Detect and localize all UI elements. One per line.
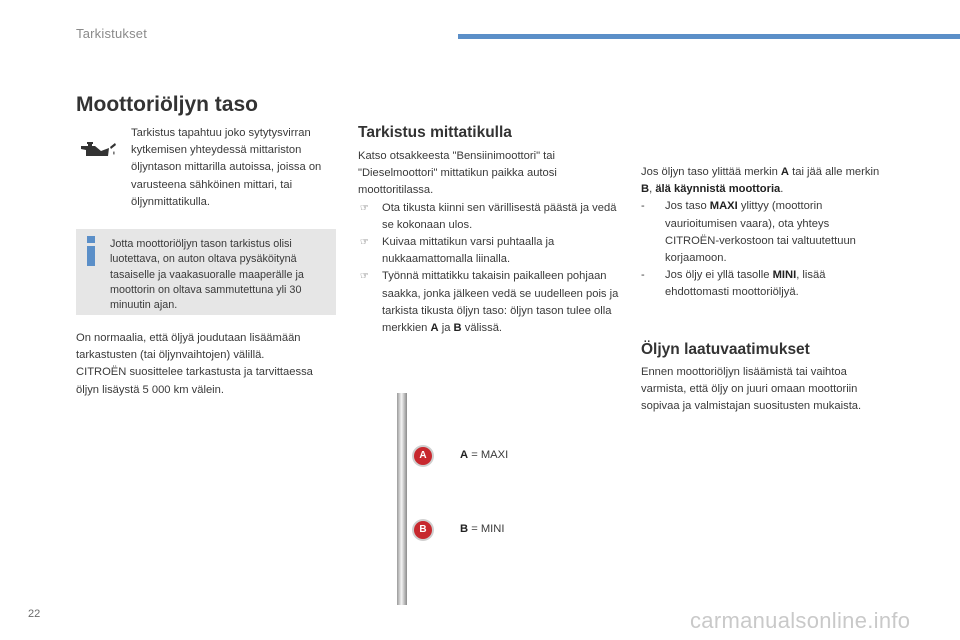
mark-a-legend: A = MAXI — [460, 449, 509, 461]
oil-level-action: - Jos taso MAXI ylittyy (moottorin vaurioitumisen vaara), ota yhteys CITROËN-verkostoon tai valtuutettuun korjaamoon. — [641, 200, 856, 265]
dipstick-intro: Katso otsakkeesta "Bensiinimoottori" tai "Dieselmoottori" mittatikun paikka autosi moottoritilassa. — [358, 150, 557, 197]
pointing-hand-icon: ☞ — [360, 237, 369, 249]
page-title: Moottoriöljyn taso — [76, 93, 258, 116]
pointing-hand-icon: ☞ — [360, 271, 369, 283]
mark-a-badge: A — [414, 447, 432, 465]
dipstick-illustration — [395, 393, 409, 605]
dipstick-steps — [358, 200, 620, 338]
info-box-text: Jotta moottoriöljyn tason tarkistus olisi luotettava, on auton oltava pysäköitynä tasaiselle ja vaakasuoralle maaperälle ja moottorin on oltava sammutettuna yli 30 minuutin ajan. — [110, 238, 304, 312]
warning-light-text: Tarkistus tapahtuu joko sytytysvirran kytkemisen yhteydessä mittariston öljyntason mittarilla autoissa, joissa on varusteena sähköinen mittari, tai öljynmittatikulla. — [131, 127, 322, 208]
dipstick-section-title: Tarkistus mittatikulla — [358, 124, 512, 141]
dipstick-step: ☞ Työnnä mittatikku takaisin paikalleen pohjaan saakka, jonka jälkeen vedä se uudelleen pois ja tarkista tikusta öljyn taso: öljyn tason tulee olla merkkien A ja B välissä. — [360, 270, 619, 335]
watermark: carmanualsonline.info — [690, 608, 911, 633]
dipstick-section-body — [358, 148, 620, 337]
dipstick-step: ☞ Ota tikusta kiinni sen värillisestä päästä ja vedä se kokonaan ulos. — [360, 201, 617, 231]
oil-level-warning-text — [641, 164, 886, 302]
oil-level-warning-icon — [79, 139, 119, 161]
normal-consumption-text: On normaalia, että öljyä joudutaan lisäämään tarkastusten (tai öljynvaihtojen) välillä. CITROËN suosittelee tarkastusta ja tarvittaessa öljyn lisäystä 5 000 km välein. — [76, 332, 313, 396]
quality-section-title: Öljyn laatuvaatimukset — [641, 341, 810, 358]
mark-b-legend: B = MINI — [460, 523, 505, 535]
oil-level-intro: Jos öljyn taso ylittää merkin A tai jää alle merkin B, älä käynnistä moottoria. — [641, 166, 880, 196]
header-accent-bar — [458, 34, 960, 39]
quality-section-text: Ennen moottoriöljyn lisäämistä tai vaihtoa varmista, että öljy on juuri omaan moottoriin sopivaa ja valmistajan suositusten mukaista. — [641, 366, 862, 413]
oil-level-actions — [641, 198, 886, 301]
page-number: 22 — [28, 608, 41, 620]
pointing-hand-icon: ☞ — [360, 202, 369, 214]
mark-b-badge: B — [414, 521, 432, 539]
dipstick-step: ☞ Kuivaa mittatikun varsi puhtaalla ja nukkaamattomalla liinalla. — [360, 236, 555, 266]
info-icon — [86, 236, 96, 266]
oil-level-action: - Jos öljy ei yllä tasolle MINI, lisää ehdottomasti moottoriöljyä. — [641, 269, 826, 299]
section-header-title: Tarkistukset — [76, 26, 148, 41]
